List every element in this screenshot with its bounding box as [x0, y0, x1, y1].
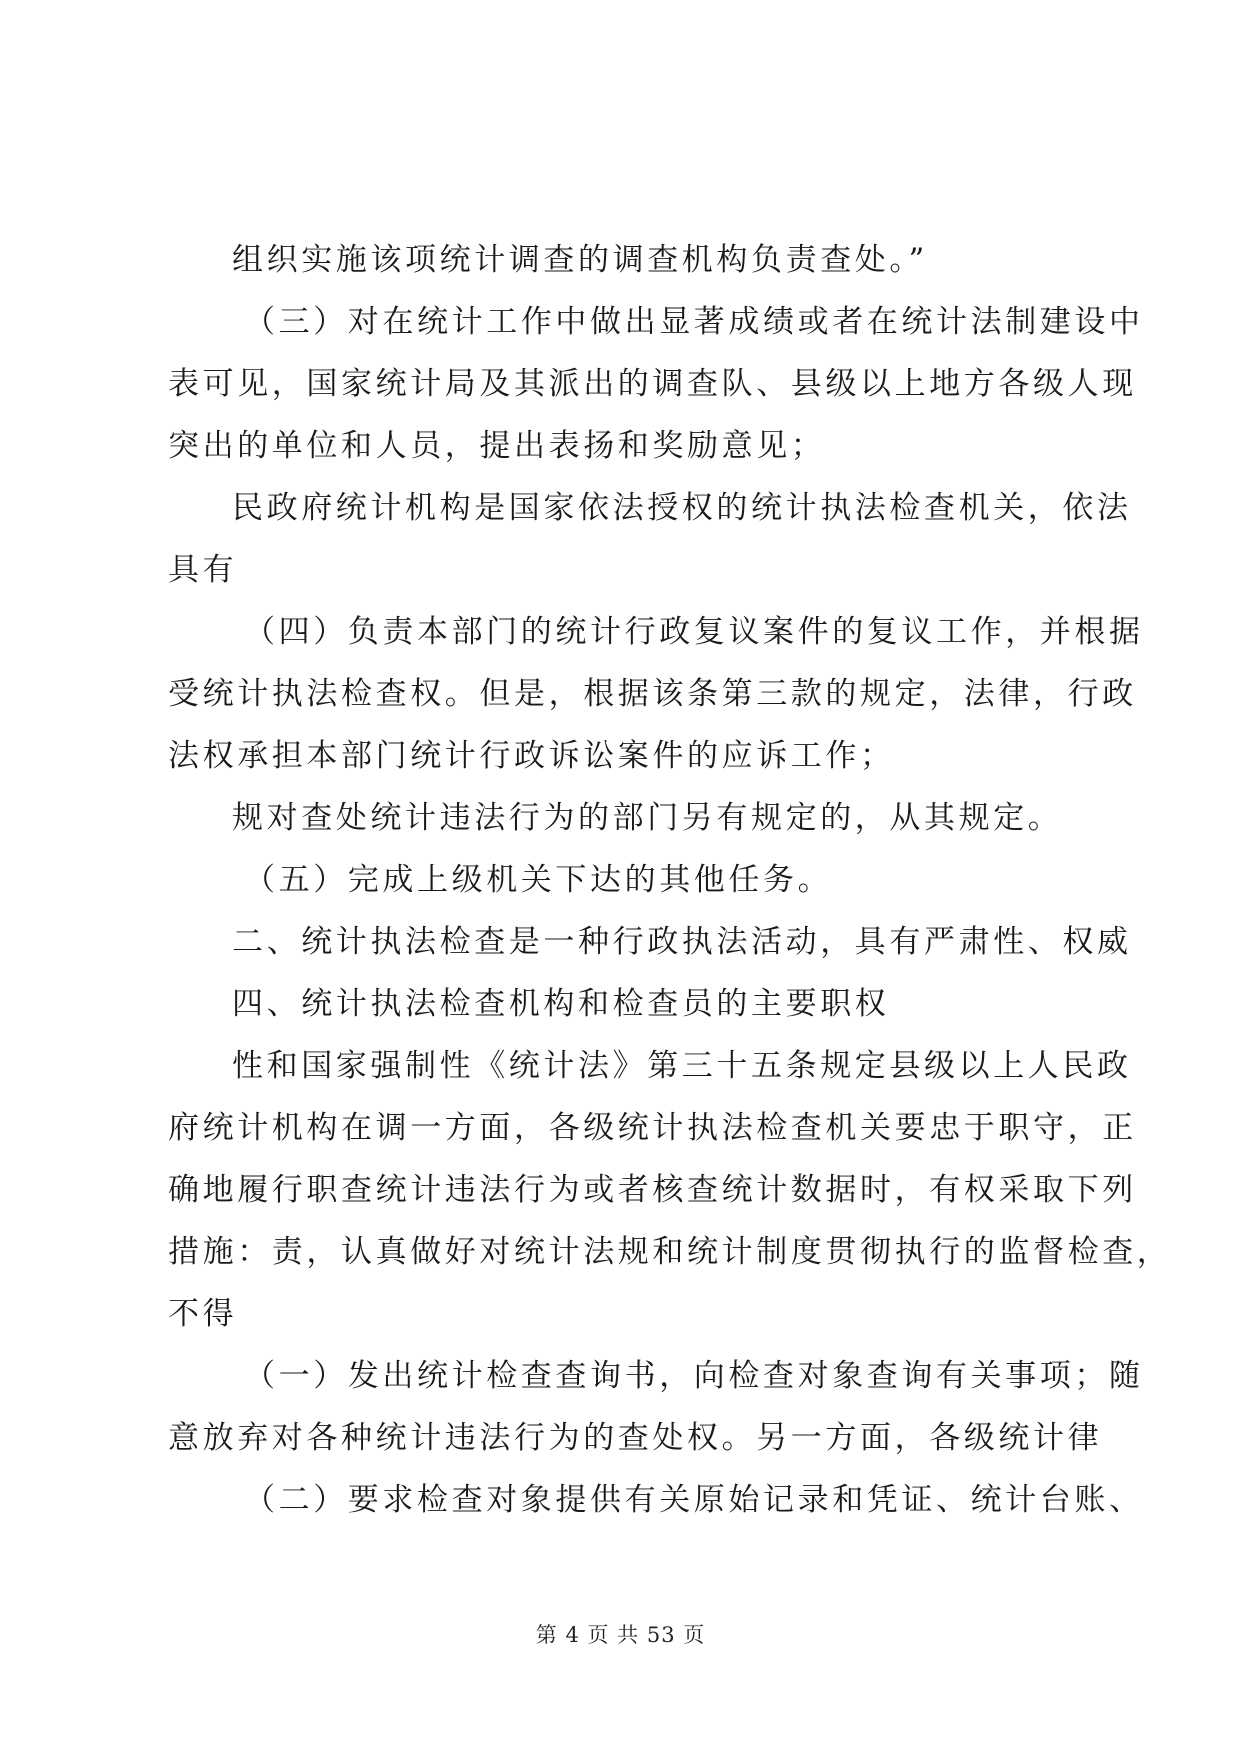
text-line: 意放弃对各种统计违法行为的查处权。另一方面，各级统计律 — [168, 1420, 1103, 1456]
text-line: （一）发出统计检查查询书，向检查对象查询有关事项；随 — [244, 1358, 1144, 1394]
text-line: 表可见，国家统计局及其派出的调查队、县级以上地方各级人现 — [168, 366, 1137, 402]
text-line: 二、统计执法检查是一种行政执法活动，具有严肃性、权威 — [232, 924, 1132, 960]
text-line: （四）负责本部门的统计行政复议案件的复议工作，并根据 — [244, 614, 1144, 650]
text-line: 组织实施该项统计调查的调查机构负责查处。” — [232, 242, 928, 278]
text-line: 府统计机构在调一方面，各级统计执法检查机关要忠于职守，正 — [168, 1110, 1137, 1146]
text-line: （二）要求检查对象提供有关原始记录和凭证、统计台账、 — [244, 1482, 1144, 1518]
text-line: 四、统计执法检查机构和检查员的主要职权 — [232, 986, 890, 1022]
text-line: 确地履行职查统计违法行为或者核查统计数据时，有权采取下列 — [168, 1172, 1137, 1208]
text-line: （三）对在统计工作中做出显著成绩或者在统计法制建设中 — [244, 304, 1144, 340]
text-line: 规对查处统计违法行为的部门另有规定的，从其规定。 — [232, 800, 1063, 836]
text-line: 具有 — [168, 552, 238, 588]
text-line: 突出的单位和人员，提出表扬和奖励意见； — [168, 428, 826, 464]
text-line: 法权承担本部门统计行政诉讼案件的应诉工作； — [168, 738, 895, 774]
text-line: （五）完成上级机关下达的其他任务。 — [244, 862, 833, 898]
text-line: 民政府统计机构是国家依法授权的统计执法检查机关，依法 — [232, 490, 1132, 526]
text-line: 受统计执法检查权。但是，根据该条第三款的规定，法律，行政 — [168, 676, 1137, 712]
page-number-footer: 第 4 页 共 53 页 — [535, 1623, 706, 1647]
text-line: 措施：责，认真做好对统计法规和统计制度贯彻执行的监督检查， — [168, 1234, 1172, 1270]
text-line: 不得 — [168, 1296, 238, 1332]
text-line: 性和国家强制性《统计法》第三十五条规定县级以上人民政 — [232, 1048, 1132, 1084]
